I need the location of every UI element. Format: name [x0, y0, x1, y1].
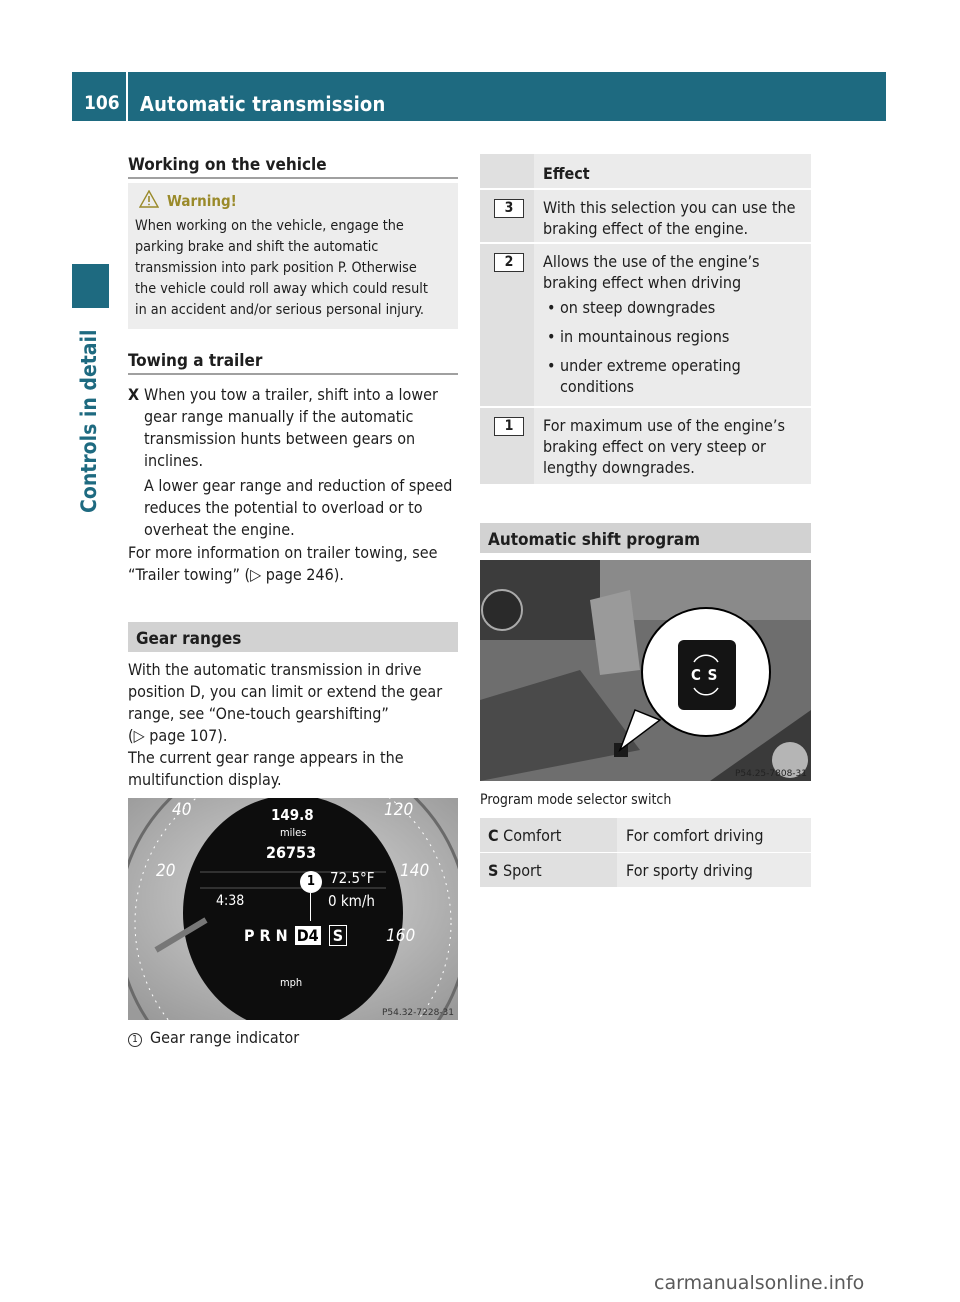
table-row	[480, 853, 811, 887]
table-row	[480, 818, 811, 852]
callout-line	[310, 893, 311, 921]
warning-box	[128, 183, 458, 329]
section-band-gear-ranges: Gear ranges	[128, 622, 458, 652]
more-info-paragraph: For more information on trailer towing, see “Trailer towing” (▷ page 246).	[128, 543, 438, 584]
callout-number-icon: 1	[128, 1033, 142, 1047]
warning-line: transmission into park position P. Otherwise	[135, 260, 417, 276]
clock: 4:38	[216, 893, 245, 909]
trip-value: 149.8	[271, 806, 314, 824]
speed-mark: 120	[384, 800, 414, 820]
speed-mark: 160	[386, 926, 416, 946]
gear-1-key-icon: 1	[494, 417, 524, 436]
table-header-effect: Effect	[543, 164, 590, 183]
callout-marker: 1	[300, 871, 322, 893]
step-line: transmission hunts between gears on	[144, 429, 416, 448]
list-item: • on steep downgrades	[543, 297, 760, 318]
side-section-label: Controls in detail	[77, 329, 101, 513]
page-reference-link[interactable]: (▷ page 107).	[128, 726, 228, 745]
gear-ranges-paragraph: With the automatic transmission in drive position D, you can limit or extend the gear range, see “One-touch gearshifting” (▷ page 107). The current gear range appears in the multifunction display.	[128, 660, 443, 789]
mode-key: C	[488, 826, 499, 845]
note-line: reduces the potential to overload or to	[144, 498, 423, 517]
section-band-shift-program: Automatic shift program	[480, 523, 811, 553]
speed-readout: 0 km/h	[328, 892, 375, 910]
gear-2-key-icon: 2	[494, 253, 524, 272]
image-reference-id: P54.25-7808-31	[734, 769, 807, 779]
step-marker-icon: X	[128, 385, 140, 404]
warning-title: Warning!	[167, 191, 452, 212]
note-line: overheat the engine.	[144, 520, 295, 539]
mode-label: Sport	[502, 861, 542, 880]
list-item: • under extreme operating	[543, 355, 760, 376]
table-row: 3 With this selection you can use the braking effect of the engine.	[480, 190, 811, 242]
mode-label: Comfort	[503, 826, 562, 845]
step-line: inclines.	[144, 451, 204, 470]
note-line: A lower gear range and reduction of speed	[144, 476, 453, 495]
image-reference-id: P54.32-7228-31	[381, 1008, 454, 1018]
section-rule	[128, 177, 458, 179]
speed-mark: 20	[156, 861, 176, 881]
speed-unit: mph	[280, 976, 303, 989]
page-reference-link[interactable]: “Trailer towing” (▷ page 246).	[128, 565, 344, 584]
program-indicator: S	[329, 925, 347, 946]
gear-selector-readout: P R N D4 S	[244, 926, 347, 945]
warning-triangle-icon	[139, 190, 159, 208]
gear-3-key-icon: 3	[494, 199, 524, 218]
trip-unit: miles	[280, 826, 307, 839]
mode-description: For sporty driving	[626, 861, 753, 880]
instrument-cluster-image	[128, 798, 458, 1020]
warning-line: in an accident and/or serious personal injury.	[135, 302, 424, 318]
speed-mark: 140	[400, 861, 430, 881]
table-row: 2 Allows the use of the engine’s braking effect when driving • on steep downgrades • in mountainous regions • under extreme operating conditions	[480, 244, 811, 406]
speed-mark: 40	[172, 800, 192, 820]
callout-legend: 1 Gear range indicator	[128, 1028, 299, 1047]
selector-switch-letters: C S	[691, 666, 719, 684]
step-line: gear range manually if the automatic	[144, 407, 414, 426]
side-tab-marker	[72, 264, 109, 308]
list-item: • in mountainous regions	[543, 326, 760, 347]
warning-line: the vehicle could roll away which could result	[135, 281, 428, 297]
step-line: When you tow a trailer, shift into a lower	[144, 385, 438, 404]
instruction-step	[128, 384, 452, 541]
selector-switch-image	[480, 560, 811, 781]
table-row: 1 For maximum use of the engine’s braking effect on very steep or lengthy downgrades.	[480, 408, 811, 484]
table-header-row	[480, 154, 811, 188]
outside-temperature: 72.5°F	[330, 869, 375, 887]
section-heading-working: Working on the vehicle	[128, 155, 327, 175]
image-caption: Program mode selector switch	[480, 792, 672, 808]
watermark[interactable]: carmanualsonline.info	[654, 1272, 865, 1294]
active-gear-range: D4	[296, 926, 319, 945]
chapter-title: Automatic transmission	[128, 72, 886, 121]
section-heading-towing: Towing a trailer	[128, 351, 263, 371]
warning-line: parking brake and shift the automatic	[135, 239, 379, 255]
page-number: 106	[72, 72, 126, 121]
odometer-value: 26753	[266, 843, 317, 862]
mode-key: S	[488, 861, 499, 880]
warning-line: When working on the vehicle, engage the	[135, 218, 404, 234]
section-rule	[128, 373, 458, 375]
mode-description: For comfort driving	[626, 826, 764, 845]
